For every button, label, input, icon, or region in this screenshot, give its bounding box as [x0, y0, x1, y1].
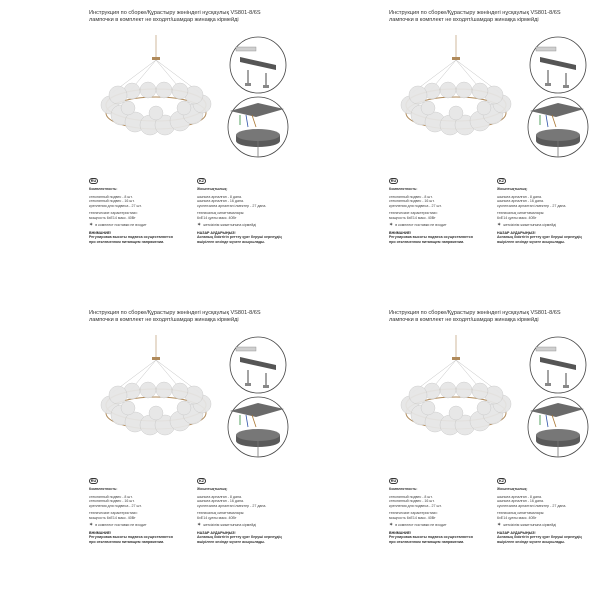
- kz-item: шыныға арналған - 8 дана.: [197, 194, 242, 199]
- ru-item: стеклянный подвес - 8 шт.: [389, 194, 433, 199]
- ru-tech-title: технические характеристики:: [89, 211, 138, 216]
- mounting-bracket-icon: [530, 37, 586, 93]
- kz-item: суспензияға арналған ілмектер - 27 дана.: [497, 503, 567, 508]
- kz-tech-value: 6хЕ14 қуаты макс. 40Вт: [497, 215, 537, 220]
- instruction-sheet: [300, 0, 600, 300]
- ru-item: стеклянный подвес - 8 шт.: [89, 494, 133, 499]
- ru-section-title: Комплектность:: [389, 187, 418, 191]
- ru-item: крепления для подвеса - 27 шт.: [389, 503, 442, 508]
- ru-section-title: Комплектность:: [389, 487, 418, 491]
- kz-note: [497, 223, 597, 228]
- canopy-wiring-icon: [528, 97, 588, 157]
- specification-columns: [89, 478, 299, 588]
- kz-warning-text-2: өшірілген кезінде жүзеге асырылады.: [197, 239, 266, 244]
- ru-column: [389, 478, 489, 544]
- ru-item: стеклянный подвес - 8 шт.: [389, 494, 433, 499]
- assembly-figure: [90, 35, 300, 165]
- title-line-1: Инструкция по сборке/Құрастыру жөніндегі нұсқаулық VS801-8/6S: [389, 10, 561, 16]
- kz-warning-text-1: Аспаның биіктігін реттеу қуат берушi кернеудің: [497, 235, 582, 240]
- instruction-sheet: [300, 300, 600, 600]
- kz-column: [497, 478, 597, 544]
- kz-tech-title: техникалық сипаттамалары:: [497, 511, 545, 516]
- kz-warning-title: НАЗАР АУДАРЫҢЫЗ!: [197, 530, 236, 535]
- sheet-title: [89, 10, 299, 24]
- star-icon: ✶: [497, 521, 502, 528]
- kz-column: [497, 178, 597, 244]
- star-icon: ✶: [389, 521, 394, 528]
- kz-section-title: Жиынтықтылық:: [197, 187, 228, 191]
- star-icon: ✶: [197, 521, 202, 528]
- kz-note: [197, 523, 297, 528]
- title-line-1: Инструкция по сборке/Құрастыру жөніндегі нұсқаулық VS801-8/6S: [89, 10, 261, 16]
- sheet-title: [389, 310, 599, 324]
- kz-item: суспензияға арналған ілмектер - 27 дана.: [197, 503, 267, 508]
- ru-language-badge: RU: [390, 479, 397, 483]
- kz-warning-title: НАЗАР АУДАРЫҢЫЗ!: [497, 530, 536, 535]
- ru-column: [389, 178, 489, 244]
- ru-item: стеклянный подвес - 16 шт.: [89, 199, 135, 204]
- ru-section-title: Комплектность:: [89, 487, 118, 491]
- ru-note: [389, 223, 489, 228]
- mounting-bracket-icon: [230, 337, 286, 393]
- ru-warning-text-2: при отключенном питающем напряжении.: [389, 539, 465, 544]
- kz-item: шыныға арналған - 8 дана.: [197, 494, 242, 499]
- kz-language-badge: KZ: [198, 179, 205, 183]
- title-line-2: лампочки в комплект не входят/шамдар жинаққа кірмейді: [89, 17, 239, 23]
- star-icon: ✶: [389, 221, 394, 228]
- ru-item: крепления для подвеса - 27 шт.: [89, 503, 142, 508]
- ru-tech-title: технические характеристики:: [389, 211, 438, 216]
- kz-warning-text-1: Аспаның биіктігін реттеу қуат берушi кернеудің: [197, 535, 282, 540]
- specification-columns: [389, 178, 599, 288]
- canopy-wiring-icon: [528, 397, 588, 457]
- kz-warning-text-2: өшірілген кезінде жүзеге асырылады.: [197, 539, 266, 544]
- ru-note: [89, 523, 189, 528]
- kz-note-text: жеткізілім жиынтығына кірмейді: [503, 522, 557, 527]
- ru-note-text: в комплект поставки не входит: [95, 222, 147, 227]
- ru-tech-value: мощность 6хЕ14 макс. 40Вт: [389, 215, 436, 220]
- ru-tech-value: мощность 6хЕ14 макс. 40Вт: [89, 515, 136, 520]
- specification-columns: [389, 478, 599, 588]
- kz-warning-text-1: Аспаның биіктігін реттеу қуат берушi кернеудің: [197, 235, 282, 240]
- kz-warning-text-2: өшірілген кезінде жүзеге асырылады.: [497, 539, 566, 544]
- ru-note: [89, 223, 189, 228]
- ru-note-text: в комплект поставки не входит: [395, 522, 447, 527]
- chandelier-illustration: [101, 35, 211, 135]
- kz-column: [197, 478, 297, 544]
- canopy-wiring-icon: [228, 397, 288, 457]
- kz-warning-text-1: Аспаның биіктігін реттеу қуат берушi кернеудің: [497, 535, 582, 540]
- ru-language-badge: RU: [90, 479, 97, 483]
- ru-warning-text-2: при отключенном питающем напряжении.: [89, 239, 165, 244]
- kz-tech-title: техникалық сипаттамалары:: [197, 211, 245, 216]
- title-line-1: Инструкция по сборке/Құрастыру жөніндегі нұсқаулық VS801-8/6S: [89, 310, 261, 316]
- kz-tech-title: техникалық сипаттамалары:: [497, 211, 545, 216]
- kz-note: [197, 223, 297, 228]
- kz-item: шыныға арналған - 16 дана.: [197, 499, 244, 504]
- assembly-figure: [90, 335, 300, 465]
- ru-warning-title: ВНИМАНИЕ!: [89, 230, 112, 235]
- canopy-wiring-icon: [228, 97, 288, 157]
- ru-tech-title: технические характеристики:: [389, 511, 438, 516]
- kz-note-text: жеткізілім жиынтығына кірмейді: [203, 222, 257, 227]
- kz-item: суспензияға арналған ілмектер - 27 дана.: [197, 203, 267, 208]
- ru-warning-text-1: Регулировка высоты подвеса осуществляется: [89, 535, 173, 540]
- instruction-sheet: [0, 0, 300, 300]
- kz-warning-text-2: өшірілген кезінде жүзеге асырылады.: [497, 239, 566, 244]
- chandelier-illustration: [401, 35, 511, 135]
- ru-warning-text-1: Регулировка высоты подвеса осуществляется: [389, 235, 473, 240]
- kz-section-title: Жиынтықтылық:: [197, 487, 228, 491]
- kz-language-badge: KZ: [498, 479, 505, 483]
- mounting-bracket-icon: [230, 37, 286, 93]
- ru-warning-title: ВНИМАНИЕ!: [89, 530, 112, 535]
- sheet-title: [389, 10, 599, 24]
- ru-warning-title: ВНИМАНИЕ!: [389, 530, 412, 535]
- ru-item: стеклянный подвес - 8 шт.: [89, 194, 133, 199]
- kz-section-title: Жиынтықтылық:: [497, 187, 528, 191]
- kz-item: шыныға арналған - 16 дана.: [497, 499, 544, 504]
- kz-note: [497, 523, 597, 528]
- ru-note: [389, 523, 489, 528]
- kz-item: суспензияға арналған ілмектер - 27 дана.: [497, 203, 567, 208]
- kz-tech-title: техникалық сипаттамалары:: [197, 511, 245, 516]
- title-line-1: Инструкция по сборке/Құрастыру жөніндегі нұсқаулық VS801-8/6S: [389, 310, 561, 316]
- chandelier-illustration: [101, 335, 211, 435]
- kz-note-text: жеткізілім жиынтығына кірмейді: [203, 522, 257, 527]
- ru-column: [89, 178, 189, 244]
- ru-warning-text-1: Регулировка высоты подвеса осуществляется: [389, 535, 473, 540]
- sheet-title: [89, 310, 299, 324]
- kz-item: шыныға арналған - 8 дана.: [497, 494, 542, 499]
- ru-item: стеклянный подвес - 16 шт.: [89, 499, 135, 504]
- title-line-2: лампочки в комплект не входят/шамдар жинаққа кірмейді: [389, 317, 539, 323]
- instruction-sheet: [0, 300, 300, 600]
- ru-item: стеклянный подвес - 16 шт.: [389, 499, 435, 504]
- ru-tech-value: мощность 6хЕ14 макс. 40Вт: [89, 215, 136, 220]
- kz-warning-title: НАЗАР АУДАРЫҢЫЗ!: [197, 230, 236, 235]
- star-icon: ✶: [497, 221, 502, 228]
- star-icon: ✶: [89, 221, 94, 228]
- kz-item: шыныға арналған - 16 дана.: [497, 199, 544, 204]
- star-icon: ✶: [89, 521, 94, 528]
- kz-item: шыныға арналған - 8 дана.: [497, 194, 542, 199]
- kz-language-badge: KZ: [498, 179, 505, 183]
- ru-warning-text-2: при отключенном питающем напряжении.: [389, 239, 465, 244]
- ru-item: крепления для подвеса - 27 шт.: [389, 203, 442, 208]
- title-line-2: лампочки в комплект не входят/шамдар жинаққа кірмейді: [389, 17, 539, 23]
- kz-warning-title: НАЗАР АУДАРЫҢЫЗ!: [497, 230, 536, 235]
- star-icon: ✶: [197, 221, 202, 228]
- ru-tech-value: мощность 6хЕ14 макс. 40Вт: [389, 515, 436, 520]
- chandelier-illustration: [401, 335, 511, 435]
- kz-tech-value: 6хЕ14 қуаты макс. 40Вт: [197, 215, 237, 220]
- ru-note-text: в комплект поставки не входит: [395, 222, 447, 227]
- ru-warning-title: ВНИМАНИЕ!: [389, 230, 412, 235]
- ru-note-text: в комплект поставки не входит: [95, 522, 147, 527]
- ru-language-badge: RU: [90, 179, 97, 183]
- assembly-figure: [390, 335, 600, 465]
- kz-note-text: жеткізілім жиынтығына кірмейді: [503, 222, 557, 227]
- mounting-bracket-icon: [530, 337, 586, 393]
- ru-tech-title: технические характеристики:: [89, 511, 138, 516]
- ru-item: стеклянный подвес - 16 шт.: [389, 199, 435, 204]
- kz-tech-value: 6хЕ14 қуаты макс. 40Вт: [197, 515, 237, 520]
- kz-tech-value: 6хЕ14 қуаты макс. 40Вт: [497, 515, 537, 520]
- ru-warning-text-1: Регулировка высоты подвеса осуществляется: [89, 235, 173, 240]
- title-line-2: лампочки в комплект не входят/шамдар жинаққа кірмейді: [89, 317, 239, 323]
- ru-column: [89, 478, 189, 544]
- kz-column: [197, 178, 297, 244]
- kz-language-badge: KZ: [198, 479, 205, 483]
- assembly-figure: [390, 35, 600, 165]
- ru-section-title: Комплектность:: [89, 187, 118, 191]
- kz-item: шыныға арналған - 16 дана.: [197, 199, 244, 204]
- specification-columns: [89, 178, 299, 288]
- ru-item: крепления для подвеса - 27 шт.: [89, 203, 142, 208]
- ru-warning-text-2: при отключенном питающем напряжении.: [89, 539, 165, 544]
- ru-language-badge: RU: [390, 179, 397, 183]
- kz-section-title: Жиынтықтылық:: [497, 487, 528, 491]
